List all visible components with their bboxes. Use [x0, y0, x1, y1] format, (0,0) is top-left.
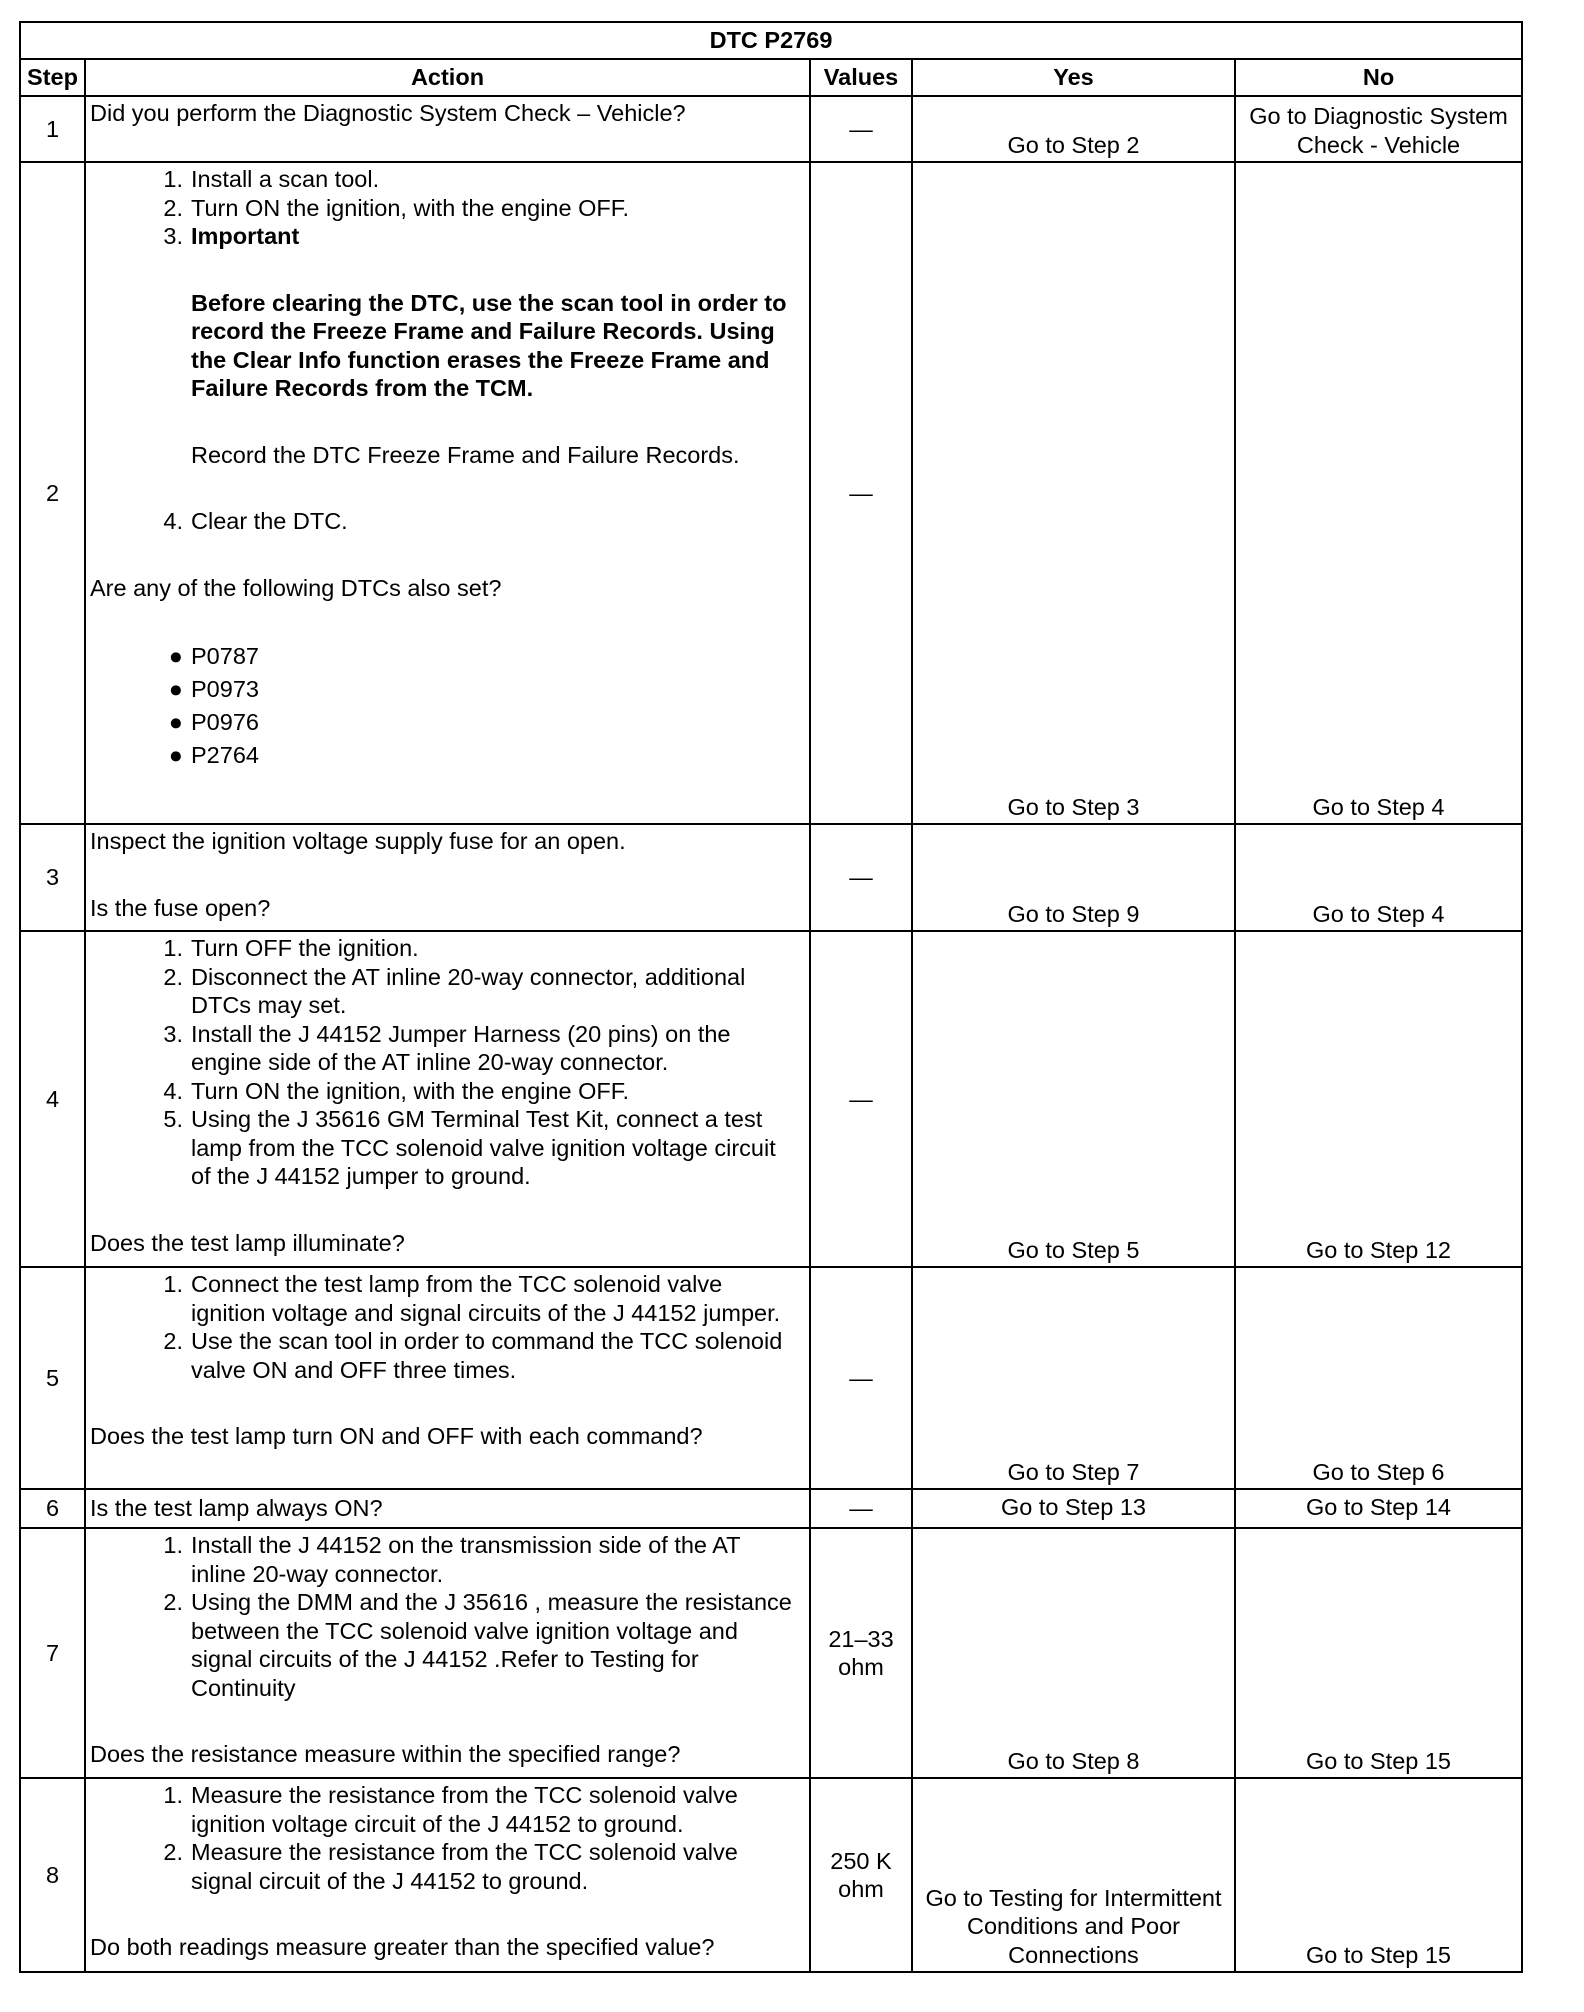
no-cell: Go to Step 6 [1235, 1267, 1522, 1489]
action-step: 4. Clear the DTC. [163, 508, 348, 534]
value-cell: — [810, 1267, 912, 1489]
yes-cell: Go to Step 5 [912, 931, 1235, 1267]
action-step: 5. Using the J 35616 GM Terminal Test Kit, connect a test lamp from the TCC solenoid valve ignition voltage circuit of the J 44152 jumper to ground. [163, 1106, 776, 1189]
value-cell: — [810, 1489, 912, 1528]
action-step: 1. Turn OFF the ignition. [163, 935, 419, 961]
yes-cell: Go to Step 9 [912, 824, 1235, 931]
action-step: 3. Important [163, 223, 300, 249]
step-number: 5 [20, 1267, 85, 1489]
action-cell [85, 1267, 810, 1489]
important-text: Before clearing the DTC, use the scan tool in order to record the Freeze Frame and Failure Records. Using the Clear Info function erases the Freeze Frame and Failure Records from the TCM. [191, 289, 787, 401]
dtc-diagnostic-table [19, 21, 1523, 1973]
action-cell [85, 1489, 810, 1528]
no-cell: Go to Step 4 [1235, 162, 1522, 824]
no-cell: Go to Step 14 [1235, 1489, 1522, 1528]
question-text: Do both readings measure greater than the specified value? [90, 1934, 715, 1960]
step-number: 3 [20, 824, 85, 931]
question-text: Is the test lamp always ON? [90, 1495, 383, 1522]
table-title: DTC P2769 [20, 22, 1522, 59]
question-text: Are any of the following DTCs also set? [90, 574, 502, 601]
yes-cell: Go to Step 3 [912, 162, 1235, 824]
value-cell: — [810, 162, 912, 824]
step-number: 2 [20, 162, 85, 824]
table-row-step-5 [20, 1267, 1522, 1489]
step-number: 1 [20, 96, 85, 162]
action-step: 2. Use the scan tool in order to command the TCC solenoid valve ON and OFF three times. [163, 1328, 783, 1383]
action-step: 1. Install the J 44152 on the transmission side of the AT inline 20-way connector. [163, 1532, 741, 1587]
no-cell: Go to Step 15 [1235, 1528, 1522, 1778]
action-text: Inspect the ignition voltage supply fuse for an open. [90, 828, 626, 854]
action-steps [90, 934, 801, 1191]
no-cell: Go to Step 4 [1235, 824, 1522, 931]
important-note [191, 289, 801, 470]
list-item: ● P0973 [168, 676, 259, 703]
action-steps [90, 507, 801, 536]
value-cell: — [810, 931, 912, 1267]
action-steps [90, 165, 801, 251]
header-step: Step [20, 59, 85, 96]
table-row-step-8 [20, 1778, 1522, 1972]
value-cell: 21–33 ohm [810, 1528, 912, 1778]
action-step: 1. Connect the test lamp from the TCC solenoid valve ignition voltage and signal circuits of the J 44152 jumper. [163, 1271, 781, 1326]
yes-cell: Go to Testing for Intermittent Conditions and Poor Connections [912, 1778, 1235, 1972]
action-cell [85, 96, 810, 162]
table-row-step-7 [20, 1528, 1522, 1778]
question-text: Did you perform the Diagnostic System Check – Vehicle? [90, 100, 686, 126]
no-cell: Go to Step 12 [1235, 931, 1522, 1267]
record-instruction: Record the DTC Freeze Frame and Failure Records. [191, 441, 740, 468]
action-step: 4. Turn ON the ignition, with the engine OFF. [163, 1077, 630, 1104]
step-number: 7 [20, 1528, 85, 1778]
action-cell [85, 162, 810, 824]
action-step: 2. Measure the resistance from the TCC solenoid valve signal circuit of the J 44152 to ground. [163, 1839, 738, 1894]
table-row-step-4 [20, 931, 1522, 1267]
no-cell: Go to Step 15 [1235, 1778, 1522, 1972]
value-cell: 250 K ohm [810, 1778, 912, 1972]
step-number: 8 [20, 1778, 85, 1972]
question-text: Is the fuse open? [90, 894, 271, 921]
list-item: ● P0976 [168, 709, 259, 736]
action-cell [85, 931, 810, 1267]
table-header-row [20, 59, 1522, 96]
yes-cell: Go to Step 2 [912, 96, 1235, 162]
action-step: 3. Install the J 44152 Jumper Harness (20 pins) on the engine side of the AT inline 20-way connector. [163, 1020, 731, 1075]
header-values: Values [810, 59, 912, 96]
action-step: 2. Turn ON the ignition, with the engine OFF. [163, 194, 630, 221]
value-cell: — [810, 824, 912, 931]
action-steps [90, 1270, 801, 1384]
header-action: Action [85, 59, 810, 96]
list-item: ● P0787 [168, 643, 259, 670]
table-row-step-6 [20, 1489, 1522, 1528]
header-no: No [1235, 59, 1522, 96]
question-text: Does the resistance measure within the specified range? [90, 1741, 681, 1767]
question-text: Does the test lamp turn ON and OFF with each command? [90, 1423, 703, 1449]
value-cell: — [810, 96, 912, 162]
yes-cell: Go to Step 8 [912, 1528, 1235, 1778]
header-yes: Yes [912, 59, 1235, 96]
action-step: 2. Using the DMM and the J 35616 , measure the resistance between the TCC solenoid valve ignition voltage and signal circuits of the J 44152 .Refer to Testing for Continuity [163, 1589, 792, 1701]
table-row-step-2 [20, 162, 1522, 824]
action-cell [85, 824, 810, 931]
action-cell [85, 1528, 810, 1778]
no-cell: Go to Diagnostic System Check - Vehicle [1235, 96, 1522, 162]
table-row-step-3 [20, 824, 1522, 931]
action-steps [90, 1781, 801, 1895]
table-row-step-1 [20, 96, 1522, 162]
yes-cell: Go to Step 7 [912, 1267, 1235, 1489]
action-step: 2. Disconnect the AT inline 20-way connector, additional DTCs may set. [163, 963, 746, 1018]
dtc-list [90, 640, 801, 772]
list-item: ● P2764 [168, 742, 259, 769]
action-step: 1. Install a scan tool. [163, 166, 380, 192]
action-steps [90, 1531, 801, 1702]
step-number: 6 [20, 1489, 85, 1528]
action-cell [85, 1778, 810, 1972]
yes-cell: Go to Step 13 [912, 1489, 1235, 1528]
question-text: Does the test lamp illuminate? [90, 1229, 405, 1256]
action-step: 1. Measure the resistance from the TCC solenoid valve ignition voltage circuit of the J 44152 to ground. [163, 1782, 738, 1837]
step-number: 4 [20, 931, 85, 1267]
